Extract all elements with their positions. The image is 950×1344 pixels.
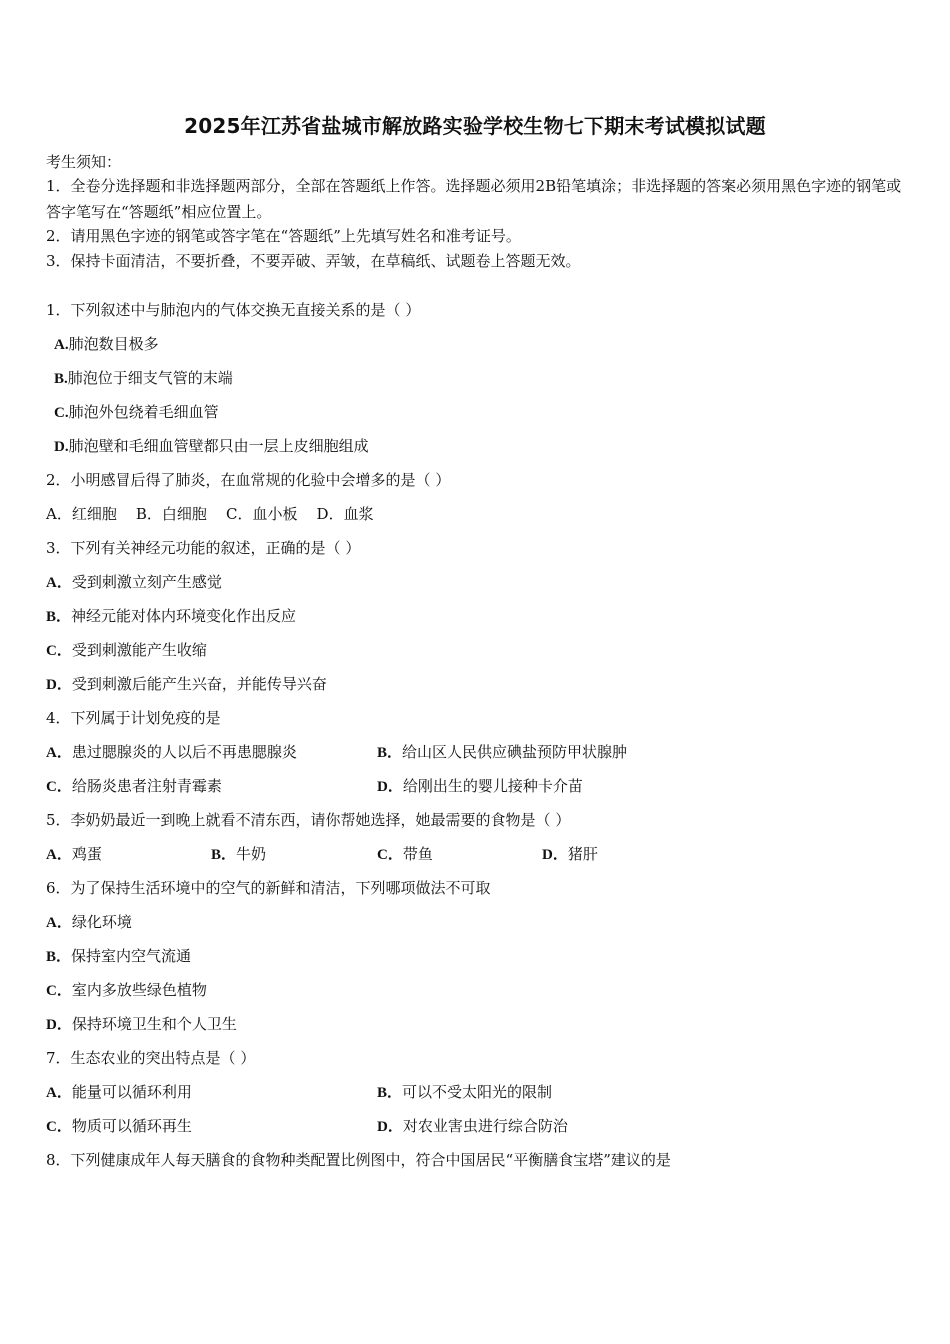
option[interactable] — [46, 742, 297, 763]
inline-options[interactable]: A．红细胞 B．白细胞 C．血小板 D．血浆 — [46, 505, 374, 523]
option[interactable] — [46, 1082, 192, 1103]
option-letter: C． — [46, 643, 72, 659]
option-letter: C． — [46, 1119, 72, 1135]
notice-heading: 考生须知： — [46, 153, 122, 171]
option[interactable] — [46, 572, 222, 593]
option[interactable] — [46, 606, 296, 627]
option-text: 肺泡位于细支气管的末端 — [67, 369, 233, 387]
option-text: 物质可以循环再生 — [71, 1117, 192, 1135]
option-letter: C． — [46, 983, 72, 999]
option[interactable] — [46, 946, 191, 967]
option-text: 给山区人民供应碘盐预防甲状腺肿 — [402, 743, 628, 761]
question-stem: 3．下列有关神经元功能的叙述，正确的是（ ） — [46, 539, 361, 557]
option[interactable] — [46, 1116, 192, 1137]
option-letter: B． — [377, 745, 403, 761]
option-text: 鸡蛋 — [71, 845, 102, 863]
option-letter: B． — [377, 1085, 403, 1101]
option[interactable] — [46, 844, 102, 865]
option[interactable] — [54, 368, 233, 389]
option-text: 保持室内空气流通 — [71, 947, 192, 965]
option-letter: D． — [46, 677, 72, 693]
option-text: 受到刺激能产生收缩 — [71, 641, 207, 659]
option-letter: D． — [542, 847, 568, 863]
notice-item: 2．请用黑色字迹的钢笔或答字笔在“答题纸”上先填写姓名和准考证号。 — [46, 227, 521, 245]
option-text: 能量可以循环利用 — [71, 1083, 192, 1101]
question-stem: 7．生态农业的突出特点是（ ） — [46, 1049, 256, 1067]
option-text: 患过腮腺炎的人以后不再患腮腺炎 — [71, 743, 297, 761]
option[interactable] — [54, 402, 219, 423]
option-letter: A． — [46, 1085, 72, 1101]
question-stem: 2．小明感冒后得了肺炎，在血常规的化验中会增多的是（ ） — [46, 471, 451, 489]
option[interactable] — [377, 1082, 552, 1103]
option-letter: B. — [54, 371, 68, 387]
option-letter: B． — [46, 949, 72, 965]
option-text: 肺泡外包绕着毛细血管 — [68, 403, 219, 421]
option-text: 可以不受太阳光的限制 — [402, 1083, 553, 1101]
option-text: 受到刺激立刻产生感觉 — [71, 573, 222, 591]
option-letter: A． — [46, 745, 72, 761]
question-stem: 5．李奶奶最近一到晚上就看不清东西，请你帮她选择，她最需要的食物是（ ） — [46, 811, 571, 829]
option[interactable] — [46, 1014, 237, 1035]
option-text: 肺泡壁和毛细血管壁都只由一层上皮细胞组成 — [68, 437, 369, 455]
option-text: 肺泡数目极多 — [68, 335, 159, 353]
option-letter: C． — [377, 847, 403, 863]
option[interactable] — [46, 912, 132, 933]
option-letter: D． — [377, 779, 403, 795]
option[interactable] — [46, 980, 207, 1001]
option[interactable] — [377, 1116, 568, 1137]
question-stem: 1．下列叙述中与肺泡内的气体交换无直接关系的是（ ） — [46, 301, 421, 319]
option[interactable] — [211, 844, 266, 865]
option-letter: B． — [46, 609, 72, 625]
option-letter: A． — [46, 915, 72, 931]
option-letter: D． — [377, 1119, 403, 1135]
option-letter: C． — [46, 779, 72, 795]
option[interactable] — [377, 742, 627, 763]
option[interactable] — [377, 776, 583, 797]
page-title: 2025年江苏省盐城市解放路实验学校生物七下期末考试模拟试题 — [184, 114, 766, 138]
option[interactable] — [46, 776, 222, 797]
notice-item: 3．保持卡面清洁，不要折叠，不要弄破、弄皱，在草稿纸、试题卷上答题无效。 — [46, 252, 581, 270]
option-letter: D. — [54, 439, 69, 455]
option-letter: D． — [46, 1017, 72, 1033]
option[interactable] — [377, 844, 433, 865]
option[interactable] — [54, 334, 159, 355]
option-text: 保持环境卫生和个人卫生 — [71, 1015, 237, 1033]
question-stem: 6．为了保持生活环境中的空气的新鲜和清洁，下列哪项做法不可取 — [46, 879, 491, 897]
notice-item: 1．全卷分选择题和非选择题两部分，全部在答题纸上作答。选择题必须用2B铅笔填涂；非选择题的答案必须用黑色字迹的钢笔或答字笔写在“答题纸”相应位置上。 — [46, 177, 902, 221]
option[interactable] — [542, 844, 598, 865]
question-stem: 4．下列属于计划免疫的是 — [46, 709, 221, 727]
option-letter: A． — [46, 847, 72, 863]
option-text: 受到刺激后能产生兴奋，并能传导兴奋 — [71, 675, 327, 693]
option-letter: A. — [54, 337, 69, 353]
option-text: 猪肝 — [567, 845, 598, 863]
option-text: 给刚出生的婴儿接种卡介苗 — [402, 777, 583, 795]
option[interactable] — [46, 640, 207, 661]
option-text: 室内多放些绿色植物 — [71, 981, 207, 999]
option-letter: A． — [46, 575, 72, 591]
option-text: 牛奶 — [236, 845, 267, 863]
option-text: 对农业害虫进行综合防治 — [402, 1117, 568, 1135]
option-text: 带鱼 — [402, 845, 433, 863]
question-stem: 8．下列健康成年人每天膳食的食物种类配置比例图中，符合中国居民“平衡膳食宝塔”建议的是 — [46, 1151, 671, 1169]
option-text: 给肠炎患者注射青霉素 — [71, 777, 222, 795]
option-text: 神经元能对体内环境变化作出反应 — [71, 607, 297, 625]
option-text: 绿化环境 — [71, 913, 132, 931]
option-letter: B． — [211, 847, 237, 863]
option[interactable] — [54, 436, 369, 457]
option-letter: C. — [54, 405, 69, 421]
option[interactable] — [46, 674, 327, 695]
